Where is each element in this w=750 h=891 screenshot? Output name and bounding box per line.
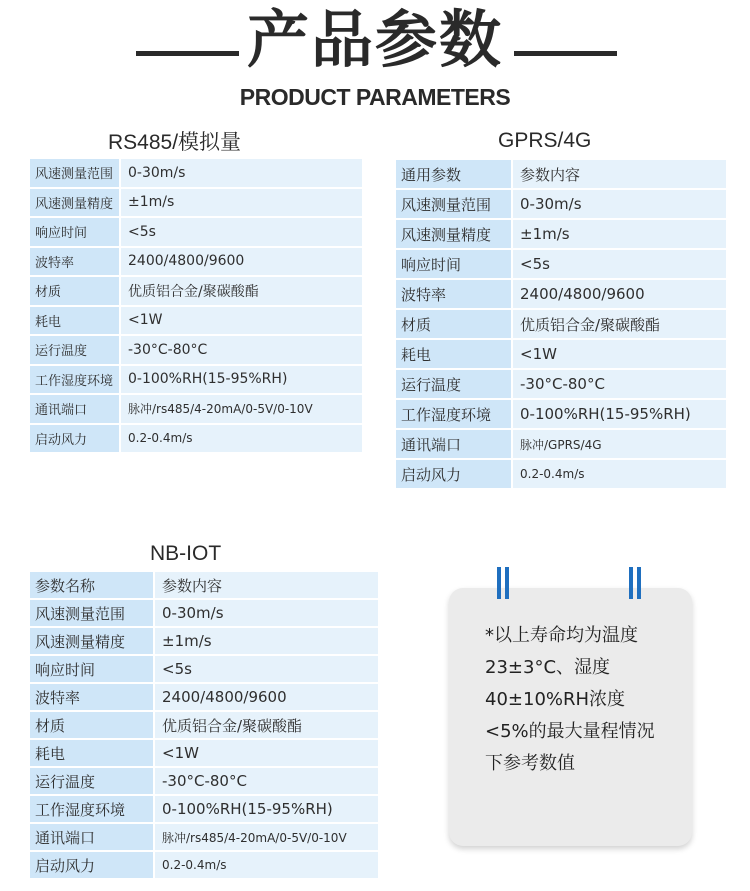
param-key: 耗电	[30, 740, 153, 766]
table-row	[396, 280, 726, 308]
gprs-heading: GPRS/4G	[498, 129, 592, 152]
table-row	[30, 189, 362, 217]
param-value: 脉冲/rs485/4-20mA/0-5V/0-10V	[119, 395, 362, 423]
param-value: -30°C-80°C	[119, 336, 362, 364]
table-row	[396, 370, 726, 398]
param-key: 通用参数	[396, 160, 511, 188]
param-value: 0-100%RH(15-95%RH)	[119, 366, 362, 394]
table-row	[30, 248, 362, 276]
table-row	[30, 628, 378, 654]
param-key: 启动风力	[30, 852, 153, 878]
param-key: 波特率	[396, 280, 511, 308]
param-value: 脉冲/GPRS/4G	[511, 430, 726, 458]
param-key: 工作湿度环境	[30, 366, 119, 394]
rs485-param-table	[30, 157, 362, 454]
param-key: 风速测量精度	[396, 220, 511, 248]
table-row	[396, 250, 726, 278]
table-row	[396, 430, 726, 458]
binder-clip-icon	[497, 567, 509, 599]
param-value: 0-30m/s	[511, 190, 726, 218]
param-key: 工作湿度环境	[396, 400, 511, 428]
table-row	[30, 366, 362, 394]
param-value: 2400/4800/9600	[511, 280, 726, 308]
param-key: 风速测量精度	[30, 628, 153, 654]
table-row	[30, 796, 378, 822]
table-row	[30, 395, 362, 423]
param-value: 2400/4800/9600	[153, 684, 378, 710]
table-row	[30, 600, 378, 626]
param-key: 响应时间	[396, 250, 511, 278]
table-row	[396, 400, 726, 428]
table-row	[396, 160, 726, 188]
param-value: 参数内容	[153, 572, 378, 598]
param-value: -30°C-80°C	[153, 768, 378, 794]
table-row	[30, 740, 378, 766]
table-row	[30, 824, 378, 850]
nbiot-heading: NB-IOT	[150, 542, 222, 565]
param-key: 风速测量范围	[396, 190, 511, 218]
param-key: 耗电	[396, 340, 511, 368]
table-row	[396, 190, 726, 218]
binder-clip-icon	[629, 567, 641, 599]
param-key: 风速测量范围	[30, 600, 153, 626]
param-value: 参数内容	[511, 160, 726, 188]
param-value: 脉冲/rs485/4-20mA/0-5V/0-10V	[153, 824, 378, 850]
param-value: 0.2-0.4m/s	[511, 460, 726, 488]
param-value: <5s	[153, 656, 378, 682]
param-key: 通讯端口	[30, 824, 153, 850]
param-value: 0-100%RH(15-95%RH)	[511, 400, 726, 428]
param-key: 响应时间	[30, 656, 153, 682]
param-value: 0.2-0.4m/s	[119, 425, 362, 453]
param-key: 启动风力	[396, 460, 511, 488]
param-value: 优质铝合金/聚碳酸酯	[119, 277, 362, 305]
table-row	[396, 460, 726, 488]
param-key: 耗电	[30, 307, 119, 335]
param-value: ±1m/s	[511, 220, 726, 248]
param-value: 优质铝合金/聚碳酸酯	[511, 310, 726, 338]
table-row	[30, 768, 378, 794]
param-value: 0.2-0.4m/s	[153, 852, 378, 878]
param-value: <5s	[511, 250, 726, 278]
table-row	[30, 712, 378, 738]
table-row	[396, 340, 726, 368]
table-row	[396, 220, 726, 248]
page-title: 产品参数	[246, 3, 503, 76]
gprs-param-table	[396, 158, 726, 490]
param-value: ±1m/s	[119, 189, 362, 217]
param-value: <1W	[119, 307, 362, 335]
param-value: <5s	[119, 218, 362, 246]
table-row	[30, 218, 362, 246]
param-value: <1W	[511, 340, 726, 368]
param-key: 材质	[30, 712, 153, 738]
param-key: 波特率	[30, 684, 153, 710]
param-key: 风速测量精度	[30, 189, 119, 217]
param-value: 0-30m/s	[119, 159, 362, 187]
table-row	[30, 656, 378, 682]
param-value: ±1m/s	[153, 628, 378, 654]
param-key: 响应时间	[30, 218, 119, 246]
rs485-heading: RS485/模拟量	[108, 131, 242, 154]
param-key: 材质	[396, 310, 511, 338]
param-key: 材质	[30, 277, 119, 305]
param-key: 启动风力	[30, 425, 119, 453]
param-key: 工作湿度环境	[30, 796, 153, 822]
param-key: 通讯端口	[30, 395, 119, 423]
nbiot-param-table	[30, 570, 378, 880]
page-subtitle: PRODUCT PARAMETERS	[239, 84, 511, 110]
table-row	[30, 277, 362, 305]
param-key: 波特率	[30, 248, 119, 276]
param-value: <1W	[153, 740, 378, 766]
param-value: 0-100%RH(15-95%RH)	[153, 796, 378, 822]
table-row	[396, 310, 726, 338]
param-key: 参数名称	[30, 572, 153, 598]
param-key: 运行温度	[396, 370, 511, 398]
param-value: 0-30m/s	[153, 600, 378, 626]
table-row	[30, 852, 378, 878]
param-value: 2400/4800/9600	[119, 248, 362, 276]
table-row	[30, 336, 362, 364]
table-row	[30, 572, 378, 598]
param-value: -30°C-80°C	[511, 370, 726, 398]
table-row	[30, 307, 362, 335]
param-key: 运行温度	[30, 336, 119, 364]
table-row	[30, 684, 378, 710]
param-value: 优质铝合金/聚碳酸酯	[153, 712, 378, 738]
param-key: 风速测量范围	[30, 159, 119, 187]
table-row	[30, 425, 362, 453]
param-key: 通讯端口	[396, 430, 511, 458]
param-key: 运行温度	[30, 768, 153, 794]
table-row	[30, 159, 362, 187]
note-text: *以上寿命均为温度23±3°C、湿度40±10%RH浓度<5%的最大量程情况下参考数值	[485, 625, 655, 774]
